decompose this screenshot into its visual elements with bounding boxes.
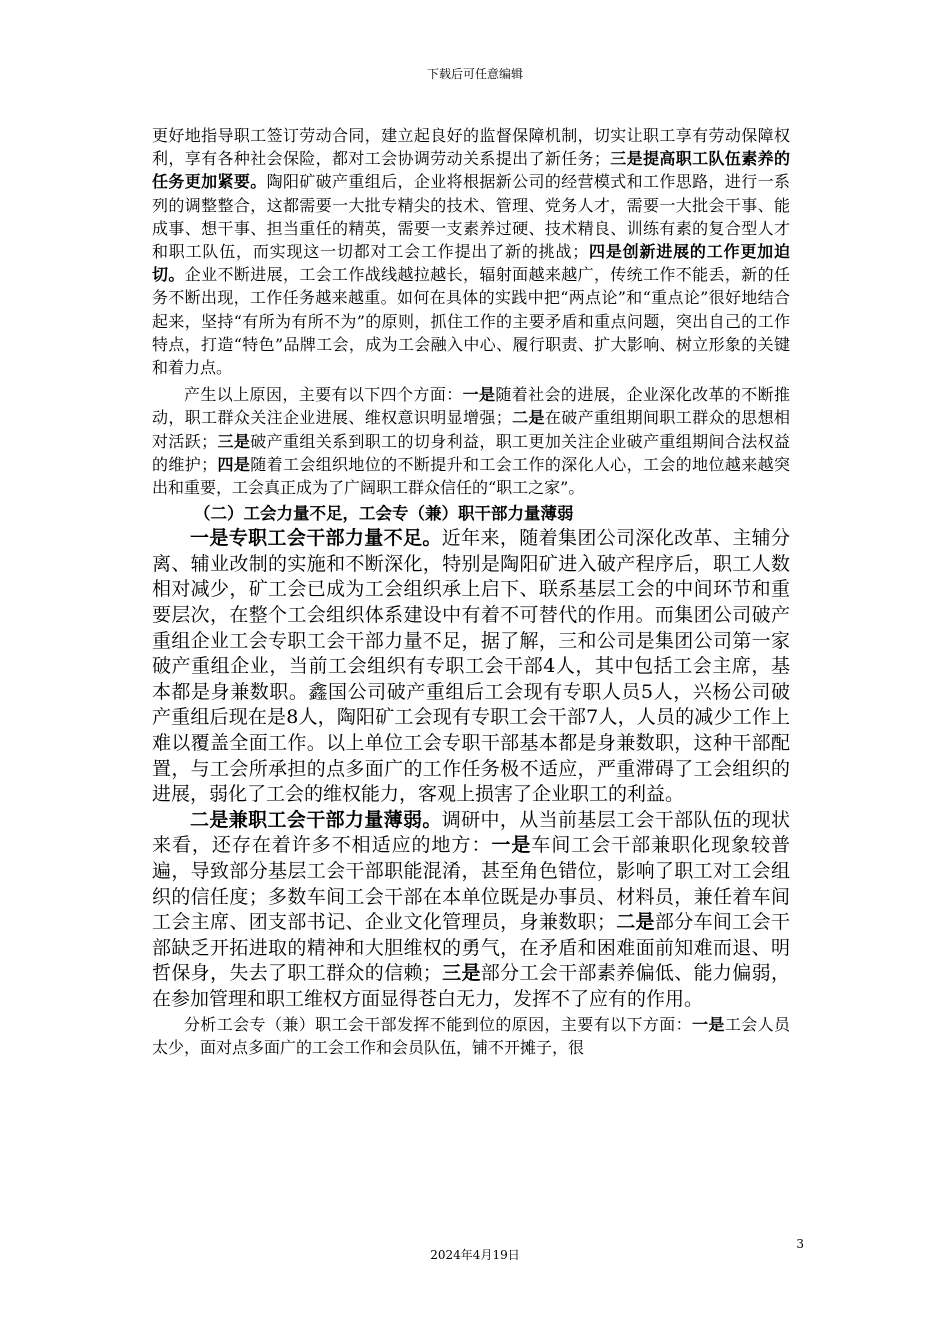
paragraph-5 [152, 1013, 790, 1059]
paragraph-4-bold-3: 三是 [441, 962, 481, 985]
paragraph-2-text-4: 破产重组关系到职工的切身利益，职工更加关注企业破产重组期间合法权益的维护； [152, 431, 790, 474]
paragraph-2-bold-4: 四是 [217, 454, 251, 474]
paragraph-1-text-1: 更好地指导职工签订劳动合同，建立起良好的监督保障机制，切实让职工享有劳动保障权利，享有各种社会保险，都对工会协调劳动关系提出了新任务； [152, 126, 790, 169]
paragraph-3-text: 近年来，随着集团公司深化改革、主辅分离、辅业改制的实施和不断深化，特别是陶阳矿进入破产程序后，职工人数相对减少，矿工会已成为工会组织承上启下、联系基层工会的中间环节和重要层次，在整个工会组织体系建设中有着不可替代的作用。而集团公司破产重组企业工会专职工会干部力量不足，据了解，三和公司是集团公司第一家破产重组企业，当前工会组织有专职工会干部4人，其中包括工会主席，基本都是身兼数职。鑫国公司破产重组后工会现有专职人员5人，兴杨公司破产重组后现在是8人，陶阳矿工会现有专职工会干部7人，人员的减少工作上难以覆盖全面工作。以上单位工会专职干部基本都是身兼数职，这种干部配置，与工会所承担的点多面广的工作任务极不适应，严重滞碍了工会组织的进展，弱化了工会的维权能力，客观上损害了企业职工的利益。 [152, 527, 790, 806]
paragraph-4-text-2: 车间工会干部兼职化现象较普遍，导致部分基层工会干部职能混淆，甚至角色错位，影响了职工对工会组织的信任度；多数车间工会干部在本单位既是办事员、材料员，兼任着车间工会主席、团支部书记、企业文化管理员，身兼数职； [152, 834, 790, 934]
paragraph-5-text-2: 工会人员太少，面对点多面广的工会工作和会员队伍，铺不开摊子，很 [152, 1014, 790, 1057]
paragraph-4-text-3: 部分车间工会干部缺乏开拓进取的精神和大胆维权的勇气，在矛盾和困难面前知难而退、明哲保身，失去了职工群众的信赖； [152, 911, 790, 985]
paragraph-1-bold-point-4: 四是创新进展的工作更加迫切。 [152, 242, 790, 285]
paragraph-2-text-3: 在破产重组期间职工群众的思想相对活跃； [152, 408, 790, 451]
document-body [152, 124, 790, 1059]
page-number: 3 [796, 1237, 804, 1251]
paragraph-1-text-3: 企业不断进展，工会工作战线越拉越长，辐射面越来越广，传统工作不能丢，新的任务不断出现，工作任务越来越重。如何在具体的实践中把“两点论”和“重点论”很好地结合起来，坚持“有所为有所不为”的原则，抓住工作的主要矛盾和重点问题，突出自己的工作特点，打造“特色”品牌工会，成为工会融入中心、履行职责、扩大影响、树立形象的关键和着力点。 [152, 265, 790, 378]
paragraph-1-text-2: 陶阳矿破产重组后，企业将根据新公司的经营模式和工作思路，进行一系列的调整整合，这都需要一大批专精尖的技术、管理、党务人才，需要一大批会干事、能成事、想干事、担当重任的精英，需要一支素养过硬、技术精良、训练有素的复合型人才和职工队伍，而实现这一切都对工会工作提出了新的挑战； [152, 172, 790, 262]
paragraph-4-text-1: 调研中，从当前基层工会干部队伍的现状来看，还存在着许多不相适应的地方： [152, 808, 790, 857]
paragraph-1-bold-point-3: 三是提高职工队伍素养的任务更加紧要。 [152, 149, 790, 192]
paragraph-1 [152, 124, 790, 379]
paragraph-2-text-2: 随着社会的进展，企业深化改革的不断推动，职工群众关注企业进展、维权意识明显增强； [152, 385, 790, 428]
paragraph-4-bold-lead: 二是兼职工会干部力量薄弱。 [190, 808, 442, 831]
paragraph-4-text-4: 部分工会干部素养偏低、能力偏弱，在参加管理和职工维权方面显得苍白无力，发挥不了应有的作用。 [152, 962, 790, 1010]
paragraph-4-bold-1: 一是 [491, 834, 532, 857]
paragraph-4-bold-2: 二是 [615, 911, 655, 934]
paragraph-2-text-5: 随着工会组织地位的不断提升和工会工作的深化人心，工会的地位越来越突出和重要，工会真正成为了广阔职工群众信任的“职工之家”。 [152, 454, 790, 498]
paragraph-4 [152, 808, 790, 1013]
paragraph-3-bold-lead: 一是专职工会干部力量不足。 [190, 527, 442, 550]
section-heading-2: （二）工会力量不足，工会专（兼）职干部力量薄弱 [194, 504, 574, 524]
paragraph-5-bold-1: 一是 [692, 1014, 725, 1034]
paragraph-2-bold-3: 三是 [217, 431, 251, 451]
footer-date: 2024年4月19日 [430, 1248, 520, 1262]
paragraph-5-text-1: 分析工会专（兼）职工会干部发挥不能到位的原因，主要有以下方面： [184, 1014, 693, 1034]
paragraph-2-text-1: 产生以上原因，主要有以下四个方面： [184, 385, 463, 405]
paragraph-2 [152, 383, 790, 499]
page-header: 下载后可任意编辑 [426, 67, 523, 81]
paragraph-3 [152, 526, 790, 808]
paragraph-2-bold-2: 二是 [511, 408, 545, 428]
paragraph-2-bold-1: 一是 [462, 385, 496, 405]
